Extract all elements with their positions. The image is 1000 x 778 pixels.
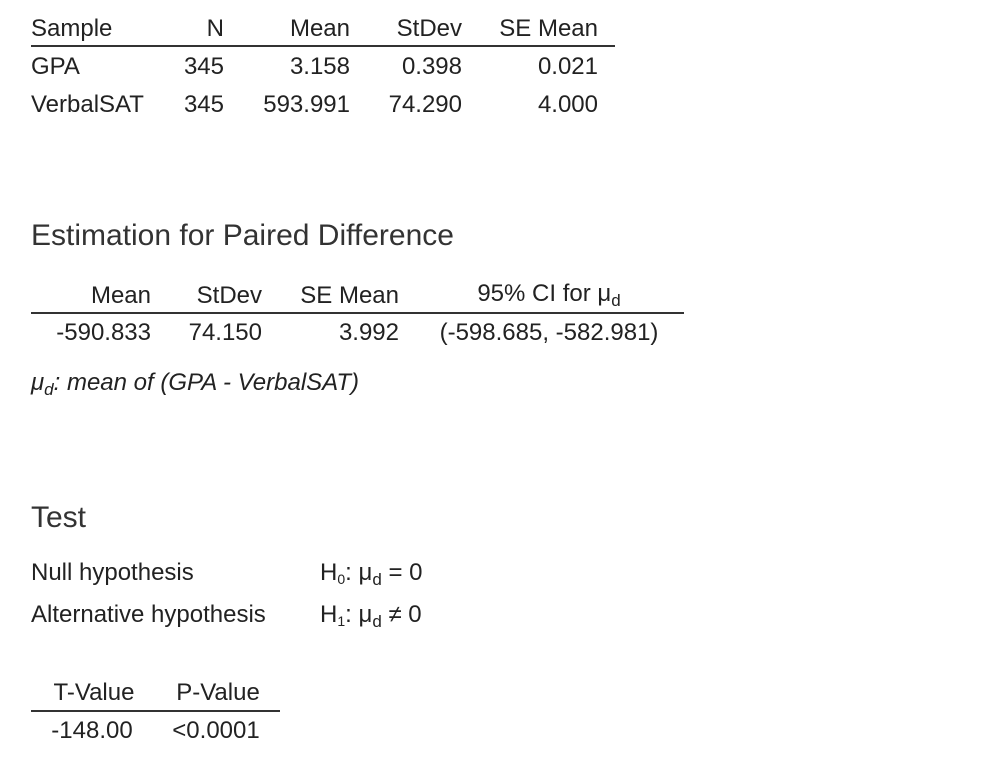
estimation-title: Estimation for Paired Difference [31, 219, 454, 252]
cell-mean: -590.833 [56, 319, 151, 346]
col-header-p-value: P-Value [176, 679, 260, 706]
cell-n: 345 [183, 91, 224, 118]
col-header-n: N [206, 15, 224, 42]
cell-p-value: <0.0001 [172, 717, 260, 744]
null-hypothesis-label: Null hypothesis [31, 559, 194, 586]
col-header-stdev: StDev [396, 15, 462, 42]
header-rule [31, 710, 280, 712]
cell-ci: (-598.685, -582.981) [439, 319, 659, 346]
alternative-hypothesis-value: $H_1$: $\mu_d \ne 0$ [320, 601, 422, 631]
col-header-mean: Mean [90, 282, 151, 309]
cell-sample: VerbalSAT [31, 91, 144, 118]
header-rule [31, 312, 684, 314]
cell-t-value: -148.00 [51, 717, 133, 744]
col-header-se-mean: SE Mean [499, 15, 598, 42]
cell-stdev: 74.150 [188, 319, 262, 346]
col-header-t-value: T-Value [53, 679, 135, 706]
header-rule [31, 45, 615, 47]
cell-mean: 3.158 [289, 53, 350, 80]
cell-se-mean: 3.992 [338, 319, 399, 346]
test-title: Test [31, 501, 87, 534]
cell-mean: 593.991 [263, 91, 350, 118]
col-header-ci: 95% CI for $\mu_d$ [477, 280, 621, 310]
null-hypothesis-value: $H_0$: $\mu_d = 0$ [320, 559, 423, 589]
cell-stdev: 0.398 [401, 53, 462, 80]
cell-n: 345 [183, 53, 224, 80]
cell-se-mean: 0.021 [537, 53, 598, 80]
cell-sample: GPA [31, 53, 80, 80]
mu-d-definition: $\mu_d$: mean of (GPA - VerbalSAT) [31, 369, 360, 399]
cell-stdev: 74.290 [388, 91, 462, 118]
col-header-mean: Mean [289, 15, 350, 42]
col-header-stdev: StDev [196, 282, 262, 309]
alternative-hypothesis-label: Alternative hypothesis [31, 601, 266, 628]
cell-se-mean: 4.000 [537, 91, 598, 118]
col-header-se-mean: SE Mean [300, 282, 399, 309]
col-header-sample: Sample [31, 15, 113, 42]
